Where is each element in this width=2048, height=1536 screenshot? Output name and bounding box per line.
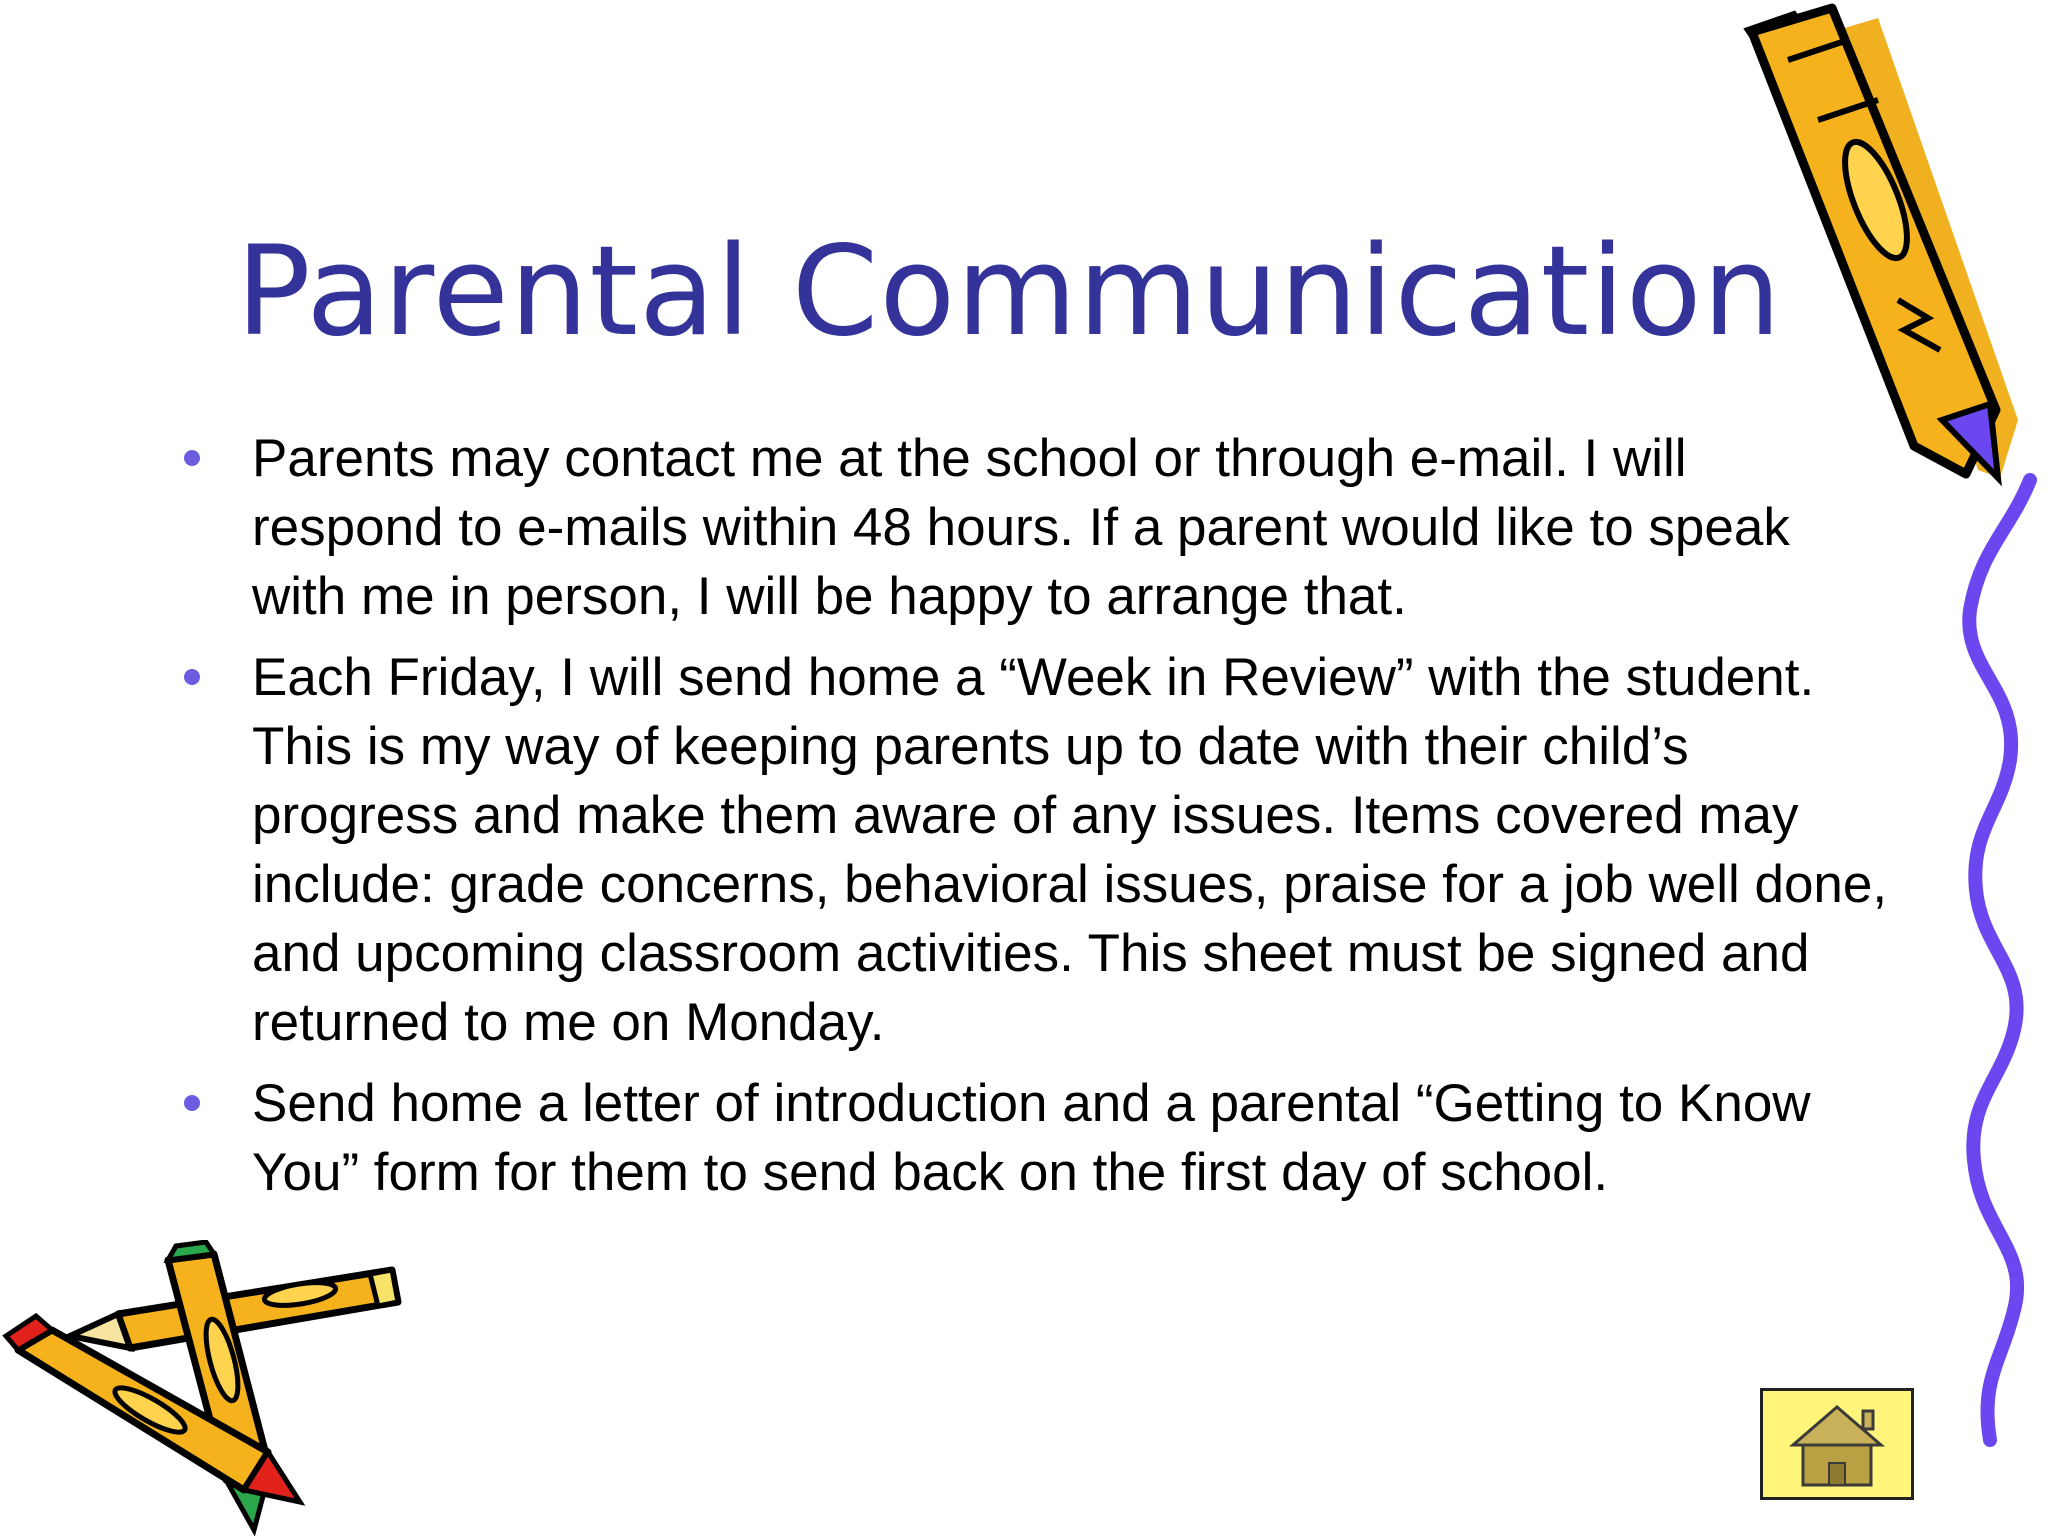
home-icon — [1763, 1391, 1911, 1497]
list-item — [172, 424, 1892, 631]
pencils-icon — [0, 1240, 420, 1536]
squiggle-decoration — [1950, 470, 2048, 1450]
home-button[interactable] — [1760, 1388, 1914, 1500]
bullet-icon — [184, 1095, 200, 1111]
list-item — [172, 643, 1892, 1057]
bullet-list — [172, 424, 1892, 1219]
bullet-icon — [184, 450, 200, 466]
page-title: Parental Communication — [236, 220, 1783, 364]
bullet-text: Parents may contact me at the school or through e-mail. I will respond to e-mails within 48 hours. If a parent would like to speak with me in person, I will be happy to arrange that. — [252, 429, 1790, 626]
bullet-text: Send home a letter of introduction and a parental “Getting to Know You” form for them to send back on the first day of school. — [252, 1074, 1811, 1202]
bullet-icon — [184, 669, 200, 685]
bullet-text: Each Friday, I will send home a “Week in Review” with the student. This is my way of keeping parents up to date with their child’s progress and make them aware of any issues. Items covered may include: grade concerns, behavioral issues, praise for a job well done, and upcoming classroom activities. This sheet must be signed and returned to me on Monday. — [252, 648, 1888, 1052]
list-item — [172, 1069, 1892, 1207]
